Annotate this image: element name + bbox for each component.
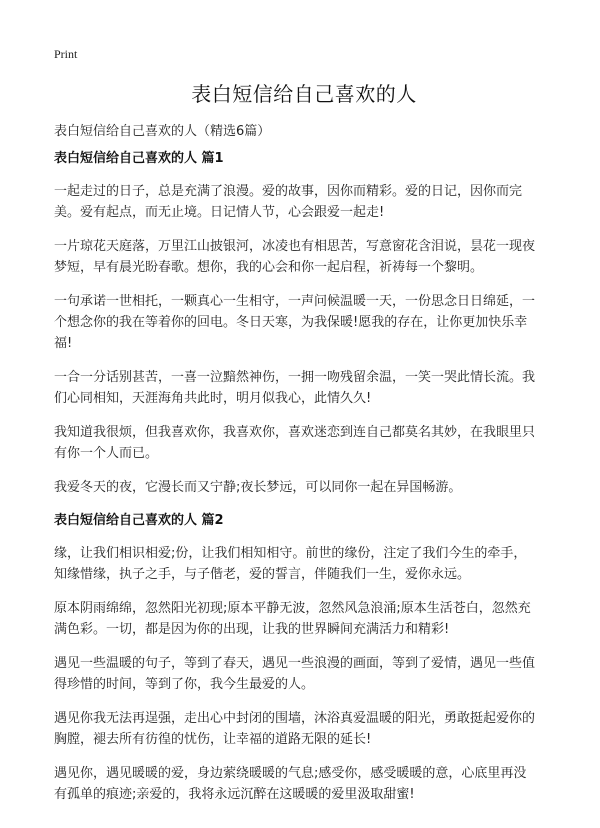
paragraph: 遇见你，遇见暖暖的爱，身边萦绕暖暖的气息;感受你，感受暖暖的意，心底里再没有孤单的痕迹;亲爱的，我将永远沉醉在这暖暖的爱里汲取甜蜜!	[54, 766, 527, 802]
article-content	[54, 149, 554, 818]
paragraph: 我爱冬天的夜，它漫长而又宁静;夜长梦远，可以同你一起在异国畅游。	[54, 480, 462, 495]
paragraph: 缘，让我们相识相爱;份，让我们相知相守。前世的缘份，注定了我们今生的牵手，知缘惜缘，执子之手，与子偕老，爱的誓言，伴随我们一生，爱你永远。	[54, 546, 527, 582]
print-link[interactable]: Print	[54, 47, 78, 61]
paragraph: 一句承诺一世相托，一颗真心一生相守，一声问候温暖一天，一份思念日日绵延，一个想念你的我在等着你的回电。冬日天寒，为我保暖!愿我的存在，让你更加快乐幸福!	[54, 294, 536, 351]
section-1	[54, 149, 554, 498]
page-title: 表白短信给自己喜欢的人	[191, 82, 417, 106]
paragraph: 一片琼花天庭落，万里江山披银河，冰凌也有相思苦，写意窗花含泪说，昙花一现夜梦短，早有晨光盼春歌。想你，我的心会和你一起启程，祈祷每一个黎明。	[54, 239, 536, 275]
paragraph: 一起走过的日子，总是充满了浪漫。爱的故事，因你而精彩。爱的日记，因你而完美。爱有起点，而无止境。日记情人节，心会跟爱一起走!	[54, 184, 523, 220]
paragraph: 遇见一些温暖的句子，等到了春天，遇见一些浪漫的画面，等到了爱情，遇见一些值得珍惜的时间，等到了你，我今生最爱的人。	[54, 656, 536, 692]
page-subtitle: 表白短信给自己喜欢的人（精选6篇）	[54, 124, 271, 139]
paragraph: 遇见你我无法再逞强，走出心中封闭的围墙，沐浴真爱温暖的阳光，勇敢挺起爱你的胸膛，褪去所有彷徨的忧伤，让幸福的道路无限的延长!	[54, 711, 536, 747]
paragraph: 一合一分话别甚苦，一喜一泣黯然神伤，一拥一吻残留余温，一笑一哭此情长流。我们心同相知，天涯海角共此时，明月似我心，此情久久!	[54, 370, 536, 406]
section-2	[54, 511, 554, 805]
paragraph: 我知道我很烦，但我喜欢你，我喜欢你，喜欢迷恋到连自己都莫名其妙，在我眼里只有你一个人而已。	[54, 425, 536, 461]
section-heading: 表白短信给自己喜欢的人 篇1	[54, 151, 224, 166]
section-heading: 表白短信给自己喜欢的人 篇2	[54, 513, 224, 528]
paragraph: 原本阴雨绵绵，忽然阳光初现;原本平静无波，忽然风急浪涌;原本生活苍白，忽然充满色彩。一切，都是因为你的出现，让我的世界瞬间充满活力和精彩!	[54, 601, 531, 637]
